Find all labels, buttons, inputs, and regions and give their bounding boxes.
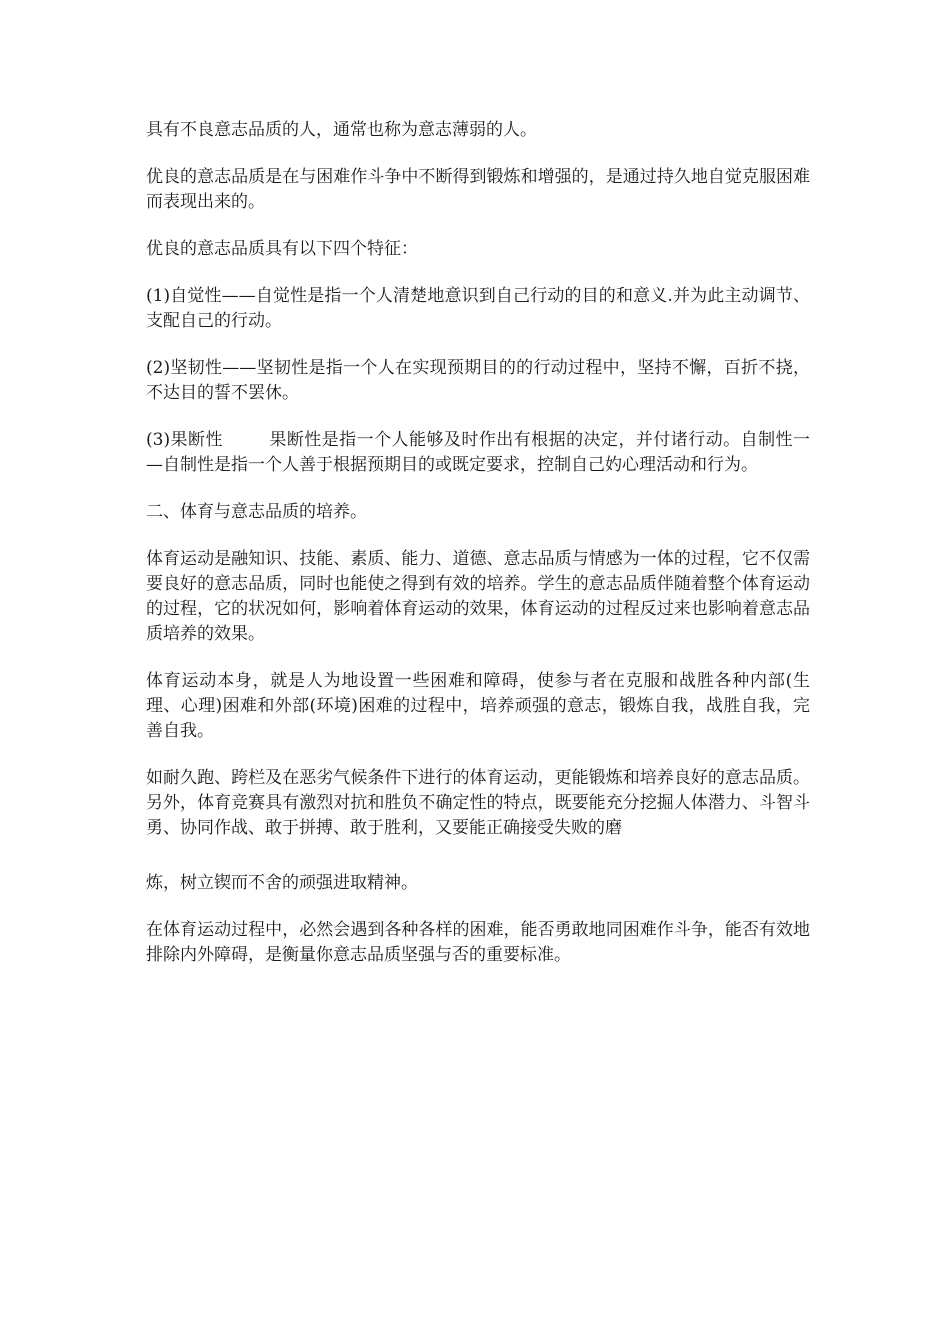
paragraph-sports-competition: 如耐久跑、跨栏及在恶劣气候条件下进行的体育运动，更能锻炼和培养良好的意志品质。另外，体育竞赛具有激烈对抗和胜负不确定性的特点，既要能充分挖掘人体潜力、斗智斗勇、协同作战、敢于拼搏、敢于胜利，又要能正确接受失败的磨: [146, 768, 810, 838]
paragraph-weak-will: 具有不良意志品质的人，通常也称为意志薄弱的人。: [146, 120, 537, 140]
paragraph-four-features-intro: 优良的意志品质具有以下四个特征：: [146, 239, 418, 259]
paragraph-sports-process: 体育运动是融知识、技能、素质、能力、道德、意志品质与情感为一体的过程，它不仅需要良好的意志品质，同时也能使之得到有效的培养。学生的意志品质伴随着整个体育运动的过程，它的状况如何，影响着体育运动的效果，体育运动的过程反过来也影响着意志品质培养的效果。: [146, 549, 810, 644]
paragraph-sports-standard: 在体育运动过程中，必然会遇到各种各样的困难，能否勇敢地同困难作斗争，能否有效地排除内外障碍，是衡量你意志品质坚强与否的重要标准。: [146, 920, 810, 965]
document-body: [146, 118, 810, 990]
paragraph-feature-consciousness: (1)自觉性——自觉性是指一个人清楚地意识到自己行动的目的和意义.并为此主动调节、支配自己的行动。: [146, 286, 810, 331]
paragraph-feature-decisiveness: [146, 428, 810, 478]
feature-decisiveness-label: (3)果断性: [146, 430, 223, 450]
section-heading: 二、体育与意志品质的培养。: [146, 502, 367, 522]
paragraph-sports-obstacles: 体育运动本身，就是人为地设置一些困难和障碍，使参与者在克服和战胜各种内部(生理、心理)困难和外部(环境)困难的过程中，培养顽强的意志，锻炼自我，战胜自我，完善自我。: [146, 671, 810, 741]
feature-decisiveness-text: 果断性是指一个人能够及时作出有根据的决定，并付诸行动。自制性一—自制性是指一个人善于根据预期目的或既定要求，控制自己妁心理活动和行为。: [146, 430, 810, 475]
paragraph-good-will-formation: 优良的意志品质是在与困难作斗争中不断得到锻炼和增强的，是通过持久地自觉克服困难而表现出来的。: [146, 167, 810, 212]
paragraph-feature-tenacity: (2)坚韧性——坚韧性是指一个人在实现预期目的的行动过程中，坚持不懈，百折不挠，不达目的誓不罢休。: [146, 358, 810, 403]
paragraph-sports-competition-cont: 炼，树立锲而不舍的顽强进取精神。: [146, 873, 418, 893]
